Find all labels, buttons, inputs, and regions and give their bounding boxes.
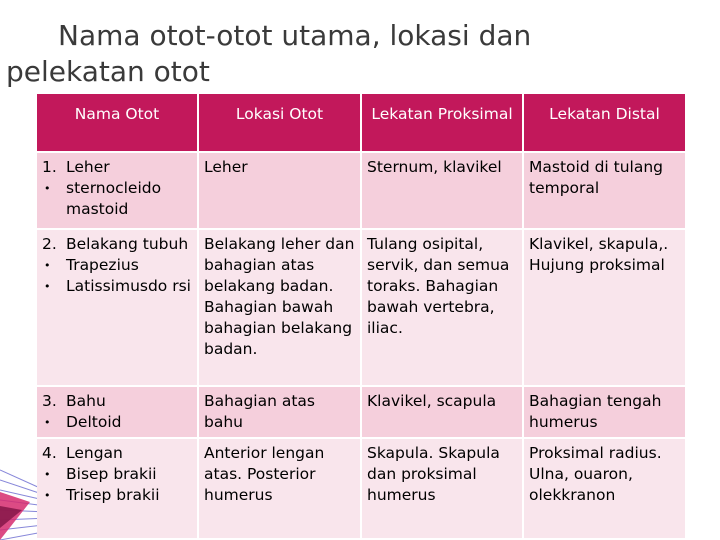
cell-nama-otot — [37, 152, 198, 229]
cell-lekatan-distal: Bahagian tengah humerus — [523, 386, 685, 438]
list-item — [42, 255, 193, 276]
list-item — [42, 412, 193, 433]
cell-lekatan-proksimal: Klavikel, scapula — [361, 386, 523, 438]
list-text: Deltoid — [66, 413, 122, 431]
header-lokasi-otot: Lokasi Otot — [198, 94, 361, 152]
list-number: 3. — [42, 392, 57, 410]
list-number: 1. — [42, 158, 57, 176]
bullet-icon: • — [44, 416, 51, 429]
table-row — [37, 438, 685, 538]
list-item — [42, 178, 193, 220]
cell-lokasi-otot: Bahagian atas bahu — [198, 386, 361, 438]
list-text: Leher — [66, 158, 110, 176]
header-lekatan-proksimal: Lekatan Proksimal — [361, 94, 523, 152]
bullet-icon: • — [44, 489, 51, 502]
cell-nama-otot — [37, 438, 198, 538]
cell-lekatan-proksimal: Tulang osipital, servik, dan semua toraks. Bahagian bawah vertebra, iliac. — [361, 229, 523, 386]
list-number: 4. — [42, 444, 57, 462]
table-row — [37, 152, 685, 229]
cell-lekatan-distal: Klavikel, skapula,. Hujung proksimal — [523, 229, 685, 386]
cell-lekatan-proksimal: Sternum, klavikel — [361, 152, 523, 229]
list-item — [42, 485, 193, 506]
list-text: Trapezius — [66, 256, 139, 274]
list-number: 2. — [42, 235, 57, 253]
cell-lekatan-distal: Proksimal radius. Ulna, ouaron, olekkranon — [523, 438, 685, 538]
cell-lokasi-otot: Leher — [198, 152, 361, 229]
list-item — [42, 276, 193, 297]
bullet-icon: • — [44, 182, 51, 195]
cell-nama-otot — [37, 386, 198, 438]
cell-lekatan-distal: Mastoid di tulang temporal — [523, 152, 685, 229]
list-text: Lengan — [66, 444, 123, 462]
cell-nama-otot — [37, 229, 198, 386]
list-text: Bahu — [66, 392, 106, 410]
table-row — [37, 386, 685, 438]
header-nama-otot: Nama Otot — [37, 94, 198, 152]
list-item — [42, 391, 193, 412]
list-text: Bisep brakii — [66, 465, 157, 483]
list-item — [42, 443, 193, 464]
slide-title-line-2: pelekatan otot — [6, 55, 210, 88]
table-row — [37, 229, 685, 386]
list-item — [42, 234, 193, 255]
bullet-icon: • — [44, 259, 51, 272]
list-item — [42, 157, 193, 178]
list-text: sternocleido mastoid — [66, 179, 162, 218]
slide-title-line-1: Nama otot-otot utama, lokasi dan — [58, 19, 532, 52]
list-item — [42, 464, 193, 485]
cell-lokasi-otot: Anterior lengan atas. Posterior humerus — [198, 438, 361, 538]
list-text: Trisep brakii — [66, 486, 160, 504]
slide-title — [6, 18, 606, 90]
cell-lokasi-otot: Belakang leher dan bahagian atas belakang badan. Bahagian bawah bahagian belakang badan. — [198, 229, 361, 386]
muscle-table — [37, 94, 685, 538]
table-header-row — [37, 94, 685, 152]
list-text: Latissimusdo rsi — [66, 277, 191, 295]
cell-lekatan-proksimal: Skapula. Skapula dan proksimal humerus — [361, 438, 523, 538]
bullet-icon: • — [44, 280, 51, 293]
list-text: Belakang tubuh — [66, 235, 189, 253]
bullet-icon: • — [44, 468, 51, 481]
header-lekatan-distal: Lekatan Distal — [523, 94, 685, 152]
